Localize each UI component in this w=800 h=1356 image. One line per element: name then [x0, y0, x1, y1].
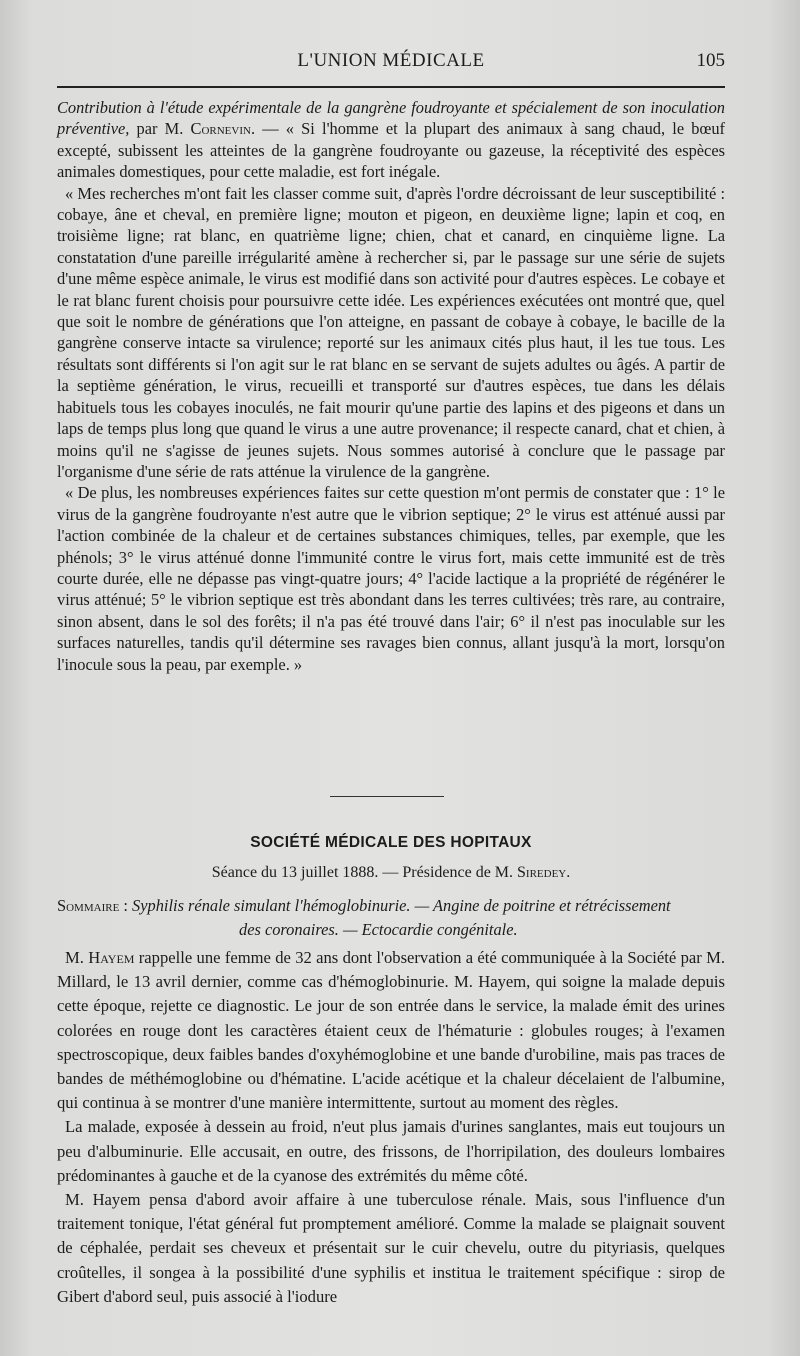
report-text: rappelle une femme de 32 ans dont l'observation a été communiquée à la Société par M. Millard, le 13 avril dernier, comme cas d'hémoglobinurie. M. Hayem, qui soigne la malade depuis cette époque, rejette ce diagnostic. Le jour de son entrée dans le service, la malade émit des urines colorées en rouge dont les caractères étaient ceux de l'hématurie : globules rouges; à l'examen spectroscopique, deux faibles bandes d'oxyhémoglobine et une bande d'urobiline, mais pas traces de bandes de méthémoglobine ou d'hématine. L'acide acétique et la chaleur décelaient de l'albumine, qui continua à se montrer d'une manière intermittente, surtout au moment des règles. [57, 948, 725, 1113]
article-cornevin [57, 97, 725, 675]
report-paragraph: M. Hayem pensa d'abord avoir affaire à une tuberculose rénale. Mais, sous l'influence d'un traitement tonique, l'état général fut promptement amélioré. Comme la malade se plaignait souvent de céphalée, perdait ses cheveux et présentait sur le cuir chevelu, outre du pityriasis, quelques croûtelles, il songea à la possibilité d'une syphilis et institua le traitement spécifique : sirop de Gibert d'abord seul, puis associé à l'iodure [57, 1190, 725, 1306]
summary-line [57, 894, 725, 918]
session-suffix: . [566, 864, 571, 881]
report-paragraph: La malade, exposée à dessein au froid, n'eut plus jamais d'urines sanglantes, mais eut toujours un peu d'albuminurie. Elle accusait, en outre, des frissons, de l'horripilation, des douleurs lombaires prédominantes à gauche et de la cyanose des extrémités du même côté. [57, 1117, 725, 1185]
speaker-name: Hayem [88, 948, 135, 967]
summary-sep: : [119, 896, 133, 915]
header-rule [57, 86, 725, 88]
session-line [57, 864, 725, 882]
session-prefix: Séance du 13 juillet 1888. — Présidence de M. [211, 864, 518, 881]
m-prefix: M. [65, 948, 89, 967]
article-title: Contribution à l'étude expérimentale de la gangrène foudroyante et spécialement de son inoculation préventive, [57, 98, 725, 139]
summary-label: Sommaire [57, 896, 120, 915]
summary-topics: Syphilis rénale simulant l'hémoglobinurie. — Angine de poitrine et rétrécissement [132, 896, 671, 915]
journal-title: L'UNION MÉDICALE [297, 50, 485, 71]
article-intro: . — « Si l'homme et la plupart des animaux à sang chaud, le bœuf excepté, subissent les atteintes de la gangrène foudroyante ou gazeuse, la réceptivité des espèces animales domestiques, pour cette maladie, est fort inégale. [57, 119, 725, 182]
article-paragraph: « De plus, les nombreuses expériences faites sur cette question m'ont permis de constater que : 1° le virus de la gangrène foudroyante n'est autre que le vibrion septique; 2° le virus est atténué aussi par l'action combinée de la chaleur et de certaines substances chimiques, telles, par exemple, que les phénols; 3° le virus atténué donne l'immunité contre le virus fort, mais cette immunité est de très courte durée, elle ne dépasse pas vingt-quatre jours; 4° l'acide lactique a la propriété de régénérer le virus atténué; 5° le vibrion septique est très abondant dans les terres cultivées; très rare, au contraire, sinon absent, dans le sol des forêts; il n'a pas été trouvé dans l'air; 6° il n'est pas inoculable sur les surfaces naturelles, tandis qu'il détermine ses ravages bien connus, allant jusqu'à la mort, lorsqu'on l'inocule sous la peau, par exemple. » [57, 483, 725, 674]
summary-block [57, 894, 725, 942]
article-paragraph [57, 97, 725, 183]
author-name: Cornevin [190, 119, 251, 139]
report-paragraph [57, 946, 725, 1115]
session-report [57, 946, 725, 1309]
society-heading: SOCIÉTÉ MÉDICALE DES HOPITAUX [250, 834, 532, 851]
page-number: 105 [696, 50, 725, 71]
president-name: Siredey [517, 864, 567, 881]
running-head [57, 50, 725, 80]
summary-line: des coronaires. — Ectocardie congénitale. [239, 920, 518, 939]
article-paragraph: « Mes recherches m'ont fait les classer comme suit, d'après l'ordre décroissant de leur susceptibilité : cobaye, âne et cheval, en première ligne; mouton et pigeon, en deuxième ligne; lapin et coq, en troisième ligne; rat blanc, en quatrième ligne; chien, chat et canard, en cinquième ligne. La constatation d'une pareille irrégularité amène à rechercher si, par le passage sur une série de sujets d'une même espèce animale, le virus est modifié dans son activité pour d'autres espèces. Le cobaye et le rat blanc furent choisis pour poursuivre cette idée. Les expériences exécutées ont montré que, quel que soit le nombre de générations que l'on atteigne, en passant de cobaye à cobaye, le bacille de la gangrène conserve intacte sa virulence; reporté sur les animaux cités plus haut, il les tue tous. Les résultats sont différents si l'on agit sur le rat blanc en se servant de sujets adultes ou âgés. A partir de la septième génération, le virus, recueilli et transporté sur d'autres espèces, tue dans les délais habituels tous les cobayes inoculés, ne fait mourir qu'une partie des lapins et des pigeons et dans un laps de temps plus long que quand le virus a une autre provenance; il respecte canard, chat et chien, à moins qu'il ne s'agisse de jeunes sujets. Nous sommes autorisé à conclure que le passage par l'organisme d'une série de rats atténue la virulence de la gangrène. [57, 183, 725, 481]
by-text: par M. [129, 119, 191, 139]
section-separator [330, 796, 444, 797]
